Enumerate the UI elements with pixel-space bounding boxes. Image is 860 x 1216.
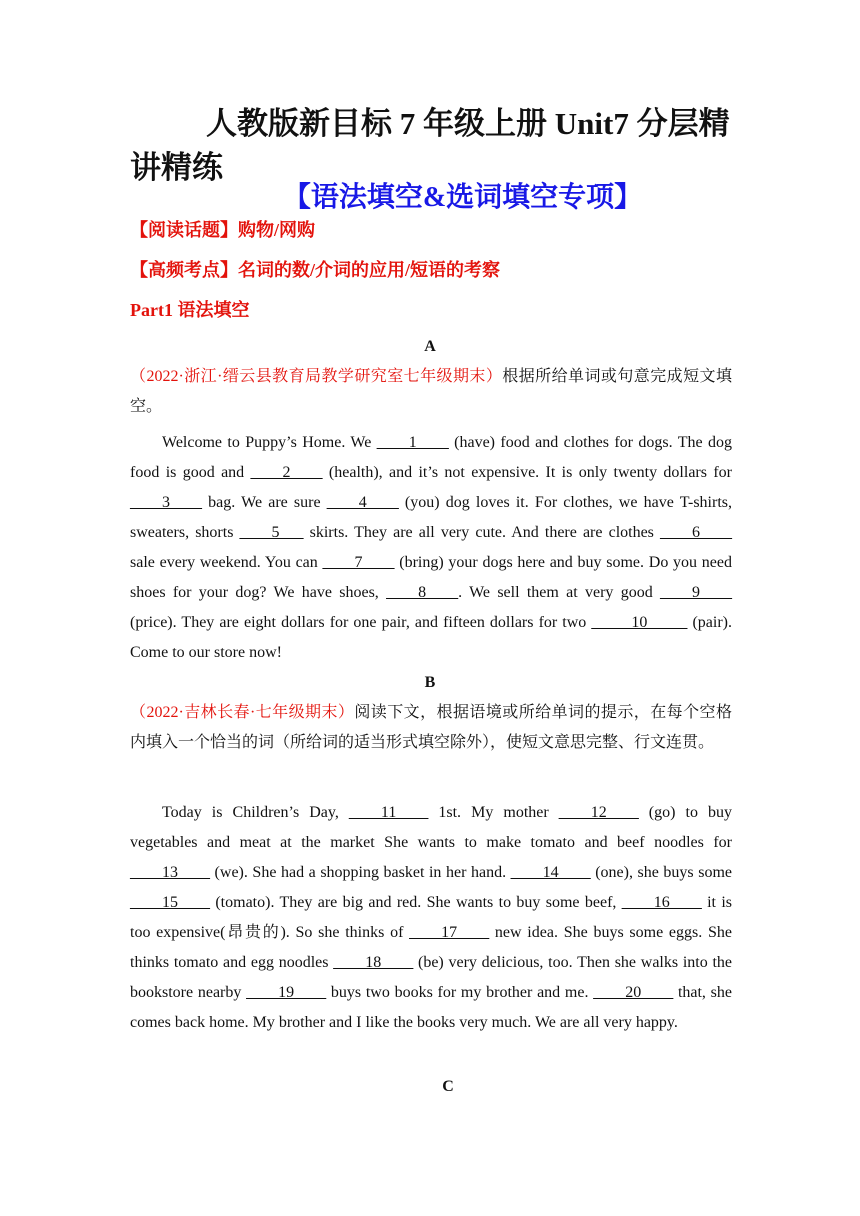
section-a-blank: _____10_____ bbox=[591, 614, 688, 631]
section-b-text: (be) very delicious, too. Then she walks into the bookstore nearby bbox=[130, 954, 733, 1001]
section-a-text: sale every weekend. You can bbox=[130, 554, 323, 571]
key-points: 【高频考点】名词的数/介词的应用/短语的考察 bbox=[130, 260, 500, 280]
section-b-text: 1st. My mother bbox=[428, 804, 559, 821]
section-a-label: A bbox=[424, 338, 436, 355]
section-b-blank: ____14____ bbox=[510, 864, 591, 881]
section-b-source: （2022·吉林长春·七年级期末） bbox=[130, 704, 355, 721]
section-a-instruction bbox=[130, 362, 732, 422]
section-a-blank: ____8____ bbox=[386, 584, 459, 601]
section-b-blank: ____12____ bbox=[558, 804, 639, 821]
section-a-text: (bring) your dogs here and buy some. Do you need shoes for your dog? We have shoes, bbox=[130, 554, 732, 601]
section-b-blank: ____17____ bbox=[409, 924, 490, 941]
part1-heading: Part1 语法填空 bbox=[130, 300, 250, 320]
section-b-blank: ____16____ bbox=[621, 894, 702, 911]
section-b-blank: ____13____ bbox=[130, 864, 210, 881]
section-a-blank: ____9____ bbox=[660, 584, 733, 601]
section-b-text: it is too expensive(昂贵的). So she thinks of bbox=[130, 894, 733, 941]
section-a-text: skirts. They are all very cute. And there are clothes bbox=[303, 524, 661, 541]
section-a-blank: ____2____ bbox=[250, 464, 323, 481]
section-b-label: B bbox=[424, 674, 436, 691]
section-b-instruction-text: 阅读下文，根据语境或所给单词的提示，在每个空格内填入一个恰当的词（所给词的适当形式填空除外），使短文意思完整、行文连贯。 bbox=[130, 704, 732, 751]
section-b-text: new idea. She buys some eggs. She thinks tomato and egg noodles bbox=[130, 924, 732, 971]
page-subtitle: 【语法填空&选词填空专项】 bbox=[282, 182, 643, 213]
section-a-blank: ____6____ bbox=[660, 524, 733, 541]
section-b-blank: ____11____ bbox=[348, 804, 429, 821]
section-b-blank: ____20____ bbox=[593, 984, 674, 1001]
section-b-text: (we). She had a shopping basket in her hand. bbox=[210, 864, 511, 881]
section-c-label: C bbox=[442, 1078, 454, 1095]
section-a-text: (pair). Come to our store now! bbox=[130, 614, 733, 661]
section-a-text: (have) food and clothes for dogs. The dog food is good and bbox=[130, 434, 733, 481]
section-b-text: (tomato). They are big and red. She wants to buy some beef, bbox=[210, 894, 622, 911]
section-b-text: Today is Children’s Day, bbox=[162, 804, 349, 821]
section-b-text: (go) to buy vegetables and meat at the market She wants to make tomato and beef noodles for bbox=[130, 804, 733, 851]
page-title: 人教版新目标 7 年级上册 Unit7 分层精讲精练 bbox=[130, 106, 730, 185]
section-a-text: . We sell them at very good bbox=[458, 584, 661, 601]
section-a-blank: ____1____ bbox=[376, 434, 449, 451]
section-a-blank: ____3____ bbox=[130, 494, 202, 511]
section-b-text: (one), she buys some bbox=[590, 864, 732, 881]
section-a-text: (you) dog loves it. For clothes, we have T-shirts, sweaters, shorts bbox=[130, 494, 733, 541]
section-b-text: buys two books for my brother and me. bbox=[326, 984, 594, 1001]
section-b-text: that, she comes back home. My brother and I like the books very much. We are all very happy. bbox=[130, 984, 733, 1031]
section-a-text: (price). They are eight dollars for one pair, and fifteen dollars for two bbox=[130, 614, 592, 631]
reading-topic: 【阅读话题】购物/网购 bbox=[130, 220, 315, 240]
section-a-text: (health), and it’s not expensive. It is only twenty dollars for bbox=[322, 464, 732, 481]
section-b-passage bbox=[130, 798, 732, 1038]
section-a-text: bag. We are sure bbox=[202, 494, 327, 511]
section-a-text: Welcome to Puppy’s Home. We bbox=[162, 434, 377, 451]
section-a-passage bbox=[130, 428, 732, 668]
section-b-blank: ____19____ bbox=[246, 984, 327, 1001]
section-b-blank: ____15____ bbox=[130, 894, 210, 911]
section-a-instruction-text: 根据所给单词或句意完成短文填空。 bbox=[130, 368, 732, 415]
section-b-blank: ____18____ bbox=[333, 954, 414, 971]
section-a-source: （2022·浙江·缙云县教育局教学研究室七年级期末） bbox=[130, 368, 503, 385]
section-a-blank: ____5___ bbox=[239, 524, 304, 541]
section-a-blank: ____7____ bbox=[322, 554, 395, 571]
section-a-blank: ____4____ bbox=[326, 494, 399, 511]
section-b-instruction bbox=[130, 698, 732, 758]
